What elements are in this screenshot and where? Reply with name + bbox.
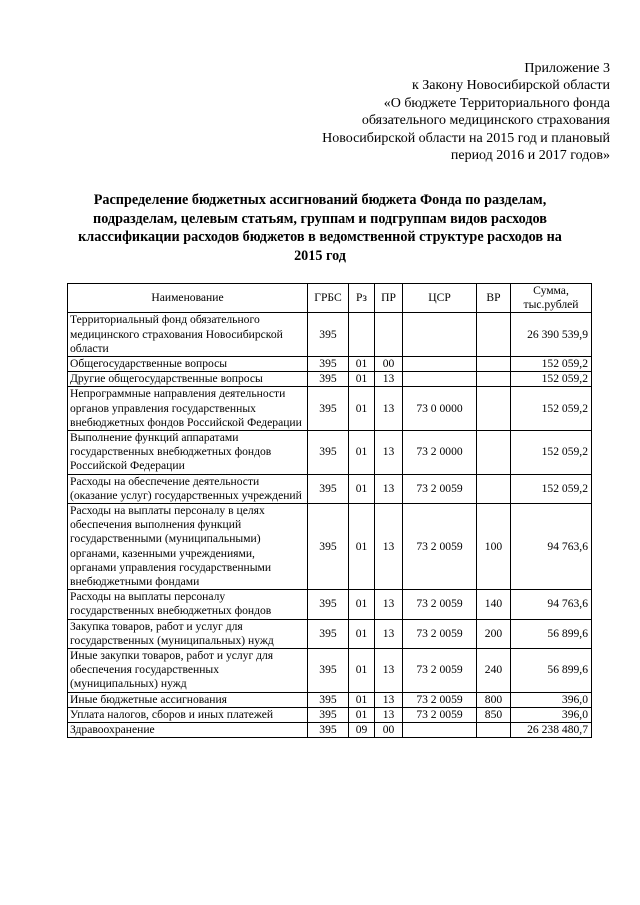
- cell-pr: 13: [375, 707, 403, 722]
- table-row: [68, 649, 592, 693]
- cell-rz: 01: [349, 431, 375, 475]
- cell-csr: 73 0 0000: [403, 387, 477, 431]
- cell-pr: 13: [375, 649, 403, 693]
- cell-name: Расходы на обеспечение деятельности (оказание услуг) государственных учреждений: [68, 474, 308, 503]
- cell-vr: 800: [477, 692, 511, 707]
- table-row: [68, 707, 592, 722]
- appendix-line: Приложение 3: [524, 61, 610, 76]
- cell-csr: 73 2 0059: [403, 474, 477, 503]
- table-row: [68, 357, 592, 372]
- column-header-rz: Рз: [349, 284, 375, 313]
- table-row: [68, 590, 592, 619]
- cell-sum: 152 059,2: [511, 372, 592, 387]
- cell-grbs: 395: [308, 504, 349, 590]
- cell-sum: 152 059,2: [511, 431, 592, 475]
- cell-pr: [375, 313, 403, 357]
- cell-pr: 13: [375, 590, 403, 619]
- cell-name: Иные бюджетные ассигнования: [68, 692, 308, 707]
- cell-rz: 01: [349, 504, 375, 590]
- cell-vr: [477, 357, 511, 372]
- cell-rz: 01: [349, 649, 375, 693]
- appendix-line: Новосибирской области на 2015 год и плановый: [322, 130, 610, 146]
- table-header-row: [68, 284, 592, 313]
- cell-sum: 152 059,2: [511, 357, 592, 372]
- column-header-name: Наименование: [68, 284, 308, 313]
- column-header-vr: ВР: [477, 284, 511, 313]
- cell-pr: 00: [375, 357, 403, 372]
- cell-sum: 94 763,6: [511, 504, 592, 590]
- column-header-pr: ПР: [375, 284, 403, 313]
- cell-rz: 01: [349, 357, 375, 372]
- cell-name: Иные закупки товаров, работ и услуг для обеспечения государственных (муниципальных) нужд: [68, 649, 308, 693]
- cell-name: Общегосударственные вопросы: [68, 357, 308, 372]
- cell-csr: 73 2 0059: [403, 692, 477, 707]
- appendix-line: «О бюджете Территориального фонда: [383, 95, 610, 111]
- cell-csr: [403, 357, 477, 372]
- cell-sum: 26 390 539,9: [511, 313, 592, 357]
- cell-name: Выполнение функций аппаратами государственных внебюджетных фондов Российской Федерации: [68, 431, 308, 475]
- cell-sum: 56 899,6: [511, 619, 592, 648]
- cell-pr: 13: [375, 474, 403, 503]
- table-row: [68, 372, 592, 387]
- cell-grbs: 395: [308, 387, 349, 431]
- cell-name: Непрограммные направления деятельности органов управления государственных внебюджетных фондов Российской Федерации: [68, 387, 308, 431]
- cell-rz: 01: [349, 619, 375, 648]
- cell-name: Расходы на выплаты персоналу государственных внебюджетных фондов: [68, 590, 308, 619]
- table-row: [68, 619, 592, 648]
- cell-sum: 94 763,6: [511, 590, 592, 619]
- table-row: [68, 692, 592, 707]
- cell-csr: [403, 372, 477, 387]
- cell-csr: 73 2 0059: [403, 707, 477, 722]
- cell-pr: 13: [375, 431, 403, 475]
- cell-name: Закупка товаров, работ и услуг для государственных (муниципальных) нужд: [68, 619, 308, 648]
- table-row: [68, 504, 592, 590]
- cell-csr: [403, 313, 477, 357]
- cell-sum: 152 059,2: [511, 387, 592, 431]
- cell-grbs: 395: [308, 723, 349, 738]
- cell-name: Здравоохранение: [68, 723, 308, 738]
- cell-rz: [349, 313, 375, 357]
- cell-rz: 01: [349, 590, 375, 619]
- cell-rz: 01: [349, 474, 375, 503]
- cell-grbs: 395: [308, 372, 349, 387]
- cell-vr: 200: [477, 619, 511, 648]
- cell-grbs: 395: [308, 692, 349, 707]
- table-row: [68, 723, 592, 738]
- cell-vr: [477, 372, 511, 387]
- cell-pr: 00: [375, 723, 403, 738]
- appendix-line: обязательного медицинского страхования: [361, 113, 610, 129]
- column-header-grbs: ГРБС: [308, 284, 349, 313]
- column-header-sum: Сумма, тыс.рублей: [511, 284, 592, 313]
- cell-csr: 73 2 0059: [403, 504, 477, 590]
- cell-name: Уплата налогов, сборов и иных платежей: [68, 707, 308, 722]
- cell-sum: 396,0: [511, 692, 592, 707]
- cell-pr: 13: [375, 619, 403, 648]
- cell-grbs: 395: [308, 474, 349, 503]
- cell-grbs: 395: [308, 649, 349, 693]
- table-row: [68, 431, 592, 475]
- appendix-line: к Закону Новосибирской области: [411, 78, 610, 94]
- column-header-csr: ЦСР: [403, 284, 477, 313]
- cell-rz: 01: [349, 692, 375, 707]
- cell-vr: 850: [477, 707, 511, 722]
- cell-rz: 09: [349, 723, 375, 738]
- cell-grbs: 395: [308, 357, 349, 372]
- cell-csr: 73 2 0059: [403, 619, 477, 648]
- cell-pr: 13: [375, 692, 403, 707]
- cell-pr: 13: [375, 387, 403, 431]
- cell-grbs: 395: [308, 431, 349, 475]
- cell-sum: 26 238 480,7: [511, 723, 592, 738]
- budget-table: [67, 283, 592, 738]
- table-row: [68, 474, 592, 503]
- appendix-line: период 2016 и 2017 годов»: [450, 148, 610, 164]
- cell-name: Территориальный фонд обязательного медицинского страхования Новосибирской области: [68, 313, 308, 357]
- cell-rz: 01: [349, 387, 375, 431]
- document-title: Распределение бюджетных ассигнований бюджета Фонда по разделам, подразделам, целевым статьям, группам и подгруппам видов расходов классификации расходов бюджетов в ведомственной структуре расходов на 2015 год: [78, 192, 562, 264]
- cell-vr: 140: [477, 590, 511, 619]
- cell-rz: 01: [349, 707, 375, 722]
- cell-pr: 13: [375, 504, 403, 590]
- cell-rz: 01: [349, 372, 375, 387]
- cell-vr: 240: [477, 649, 511, 693]
- cell-csr: [403, 723, 477, 738]
- cell-csr: 73 2 0059: [403, 649, 477, 693]
- cell-grbs: 395: [308, 619, 349, 648]
- cell-vr: [477, 474, 511, 503]
- cell-name: Другие общегосударственные вопросы: [68, 372, 308, 387]
- cell-grbs: 395: [308, 313, 349, 357]
- cell-csr: 73 2 0000: [403, 431, 477, 475]
- cell-grbs: 395: [308, 590, 349, 619]
- cell-vr: [477, 723, 511, 738]
- cell-sum: 56 899,6: [511, 649, 592, 693]
- table-row: [68, 387, 592, 431]
- cell-vr: [477, 313, 511, 357]
- table-row: [68, 313, 592, 357]
- cell-sum: 396,0: [511, 707, 592, 722]
- cell-pr: 13: [375, 372, 403, 387]
- cell-sum: 152 059,2: [511, 474, 592, 503]
- cell-vr: 100: [477, 504, 511, 590]
- cell-csr: 73 2 0059: [403, 590, 477, 619]
- appendix-header: [190, 60, 610, 164]
- cell-grbs: 395: [308, 707, 349, 722]
- cell-name: Расходы на выплаты персоналу в целях обеспечения выполнения функций государственными (муниципальными) органами, казенными учреждениями, органами управления государственными внебюджетными фондами: [68, 504, 308, 590]
- cell-vr: [477, 387, 511, 431]
- cell-vr: [477, 431, 511, 475]
